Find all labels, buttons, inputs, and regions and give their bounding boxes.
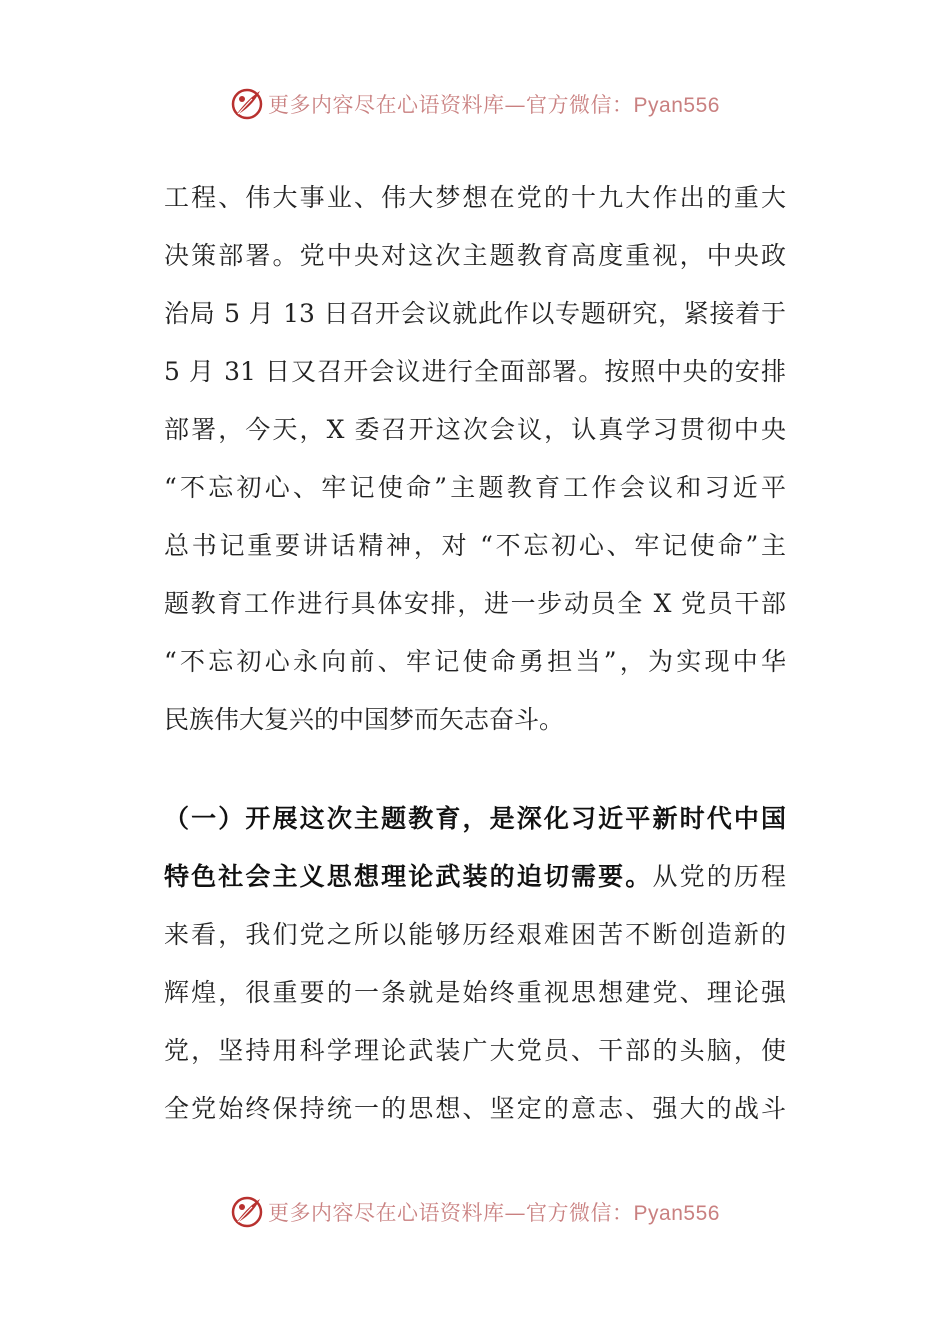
footer-dash: — bbox=[504, 1201, 527, 1225]
footer-banner-text bbox=[268, 1197, 720, 1227]
section-text-start: 从党的历程 bbox=[652, 862, 786, 891]
text-line: 党，坚持用科学理论武装广大党员、干部的头脑，使 bbox=[164, 1036, 786, 1065]
footer-wechat-label: 官方微信： bbox=[526, 1201, 634, 1225]
text-line: “不忘初心永向前、牢记使命勇担当”，为实现中华 bbox=[164, 647, 786, 676]
text-line: 决策部署。党中央对这次主题教育高度重视，中央政 bbox=[164, 241, 786, 270]
text-line: 来看，我们党之所以能够历经艰难困苦不断创造新的 bbox=[164, 920, 786, 949]
header-dash: — bbox=[504, 93, 527, 117]
paragraph-2 bbox=[164, 790, 786, 1138]
quill-logo-icon bbox=[230, 87, 264, 121]
text-line: 治局 5 月 13 日召开会议就此作以专题研究，紧接着于 bbox=[164, 299, 786, 328]
text-line bbox=[164, 848, 786, 906]
text-line: 辉煌，很重要的一条就是始终重视思想建党、理论强 bbox=[164, 978, 786, 1007]
header-site-text: 更多内容尽在心语资料库 bbox=[268, 93, 505, 117]
quill-logo-icon bbox=[230, 1195, 264, 1229]
paragraph-1 bbox=[164, 169, 786, 749]
text-line: 总书记重要讲话精神，对 “不忘初心、牢记使命”主 bbox=[164, 531, 786, 560]
text-line: 工程、伟大事业、伟大梦想在党的十九大作出的重大 bbox=[164, 183, 786, 212]
footer-site-text: 更多内容尽在心语资料库 bbox=[268, 1201, 505, 1225]
text-line: 题教育工作进行具体安排，进一步动员全 X 党员干部 bbox=[164, 589, 786, 618]
header-banner-text bbox=[268, 89, 720, 119]
text-line: 全党始终保持统一的思想、坚定的意志、强大的战斗 bbox=[164, 1094, 786, 1123]
footer-banner bbox=[0, 1190, 950, 1234]
header-wechat-id: Pyan556 bbox=[633, 94, 720, 117]
section-heading-line: （一）开展这次主题教育，是深化习近平新时代中国 bbox=[164, 804, 786, 833]
text-line: “不忘初心、牢记使命”主题教育工作会议和习近平 bbox=[164, 473, 786, 502]
header-wechat-label: 官方微信： bbox=[526, 93, 634, 117]
footer-wechat-id: Pyan556 bbox=[633, 1202, 720, 1225]
text-line: 部署，今天，X 委召开这次会议，认真学习贯彻中央 bbox=[164, 415, 786, 444]
section-heading-tail: 特色社会主义思想理论武装的迫切需要。 bbox=[164, 862, 653, 891]
header-banner bbox=[0, 82, 950, 126]
text-line: 5 月 31 日又召开会议进行全面部署。按照中央的安排 bbox=[164, 357, 786, 386]
text-line: 民族伟大复兴的中国梦而矢志奋斗。 bbox=[164, 705, 565, 734]
